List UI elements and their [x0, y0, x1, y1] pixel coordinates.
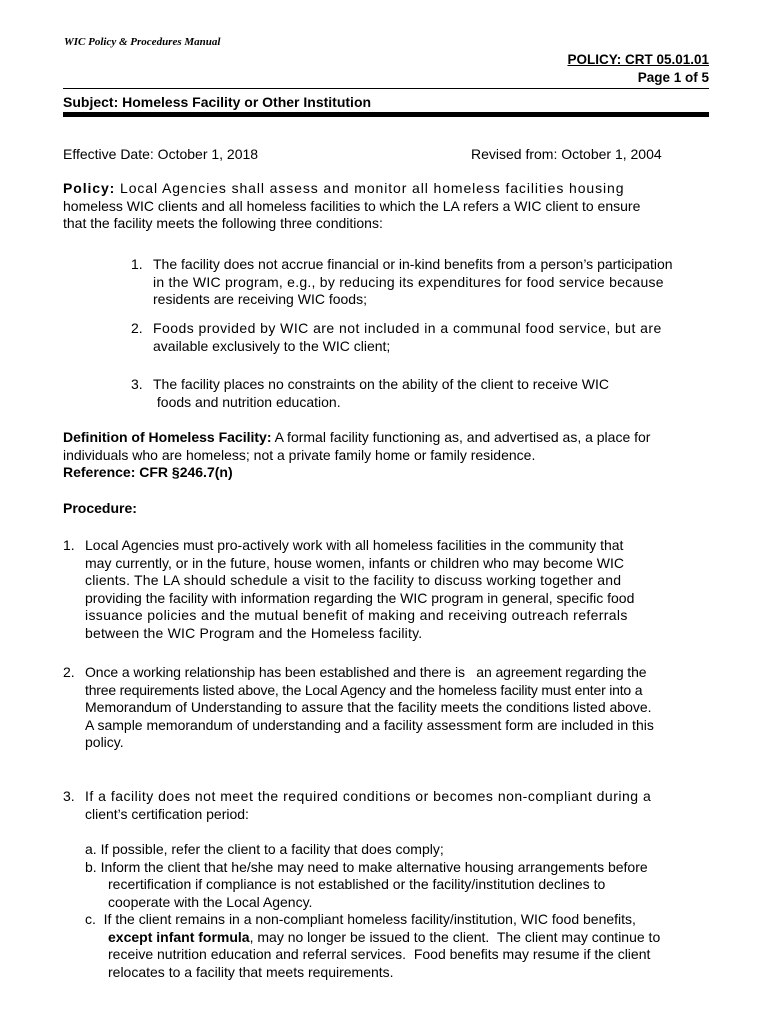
condition-item	[153, 376, 713, 411]
condition-line: The facility places no constraints on the ability of the client to receive WIC	[153, 376, 609, 392]
procedure-item	[85, 788, 725, 823]
sub-item-a: a. If possible, refer the client to a facility that does comply;	[85, 841, 444, 857]
condition-item	[153, 256, 713, 309]
procedure-line: Once a working relationship has been established and there is an agreement regarding the	[85, 664, 647, 680]
condition-line: The facility does not accrue financial or in-kind benefits from a person’s participation	[153, 256, 673, 272]
sub-item-b: b. Inform the client that he/she may need to make alternative housing arrangements before	[85, 858, 648, 875]
condition-line: available exclusively to the WIC client;	[153, 337, 391, 354]
emphasis-text: except infant formula	[108, 928, 250, 945]
sub-item-c-cont: relocates to a facility that meets requirements.	[108, 963, 394, 980]
condition-number: 3.	[131, 376, 143, 392]
page-number: Page 1 of 5	[637, 70, 709, 85]
procedure-heading: Procedure:	[63, 500, 137, 516]
procedure-line: If a facility does not meet the required conditions or becomes non-compliant during a	[85, 788, 652, 804]
procedure-line: three requirements listed above, the Local Agency and the homeless facility must enter into a	[85, 681, 643, 698]
policy-label: Policy:	[63, 180, 116, 196]
policy-statement	[63, 180, 723, 233]
procedure-number: 3.	[63, 788, 75, 804]
sub-item-list	[85, 841, 725, 981]
definition-line-1: A formal facility functioning as, and advertised as, a place for	[271, 429, 651, 445]
policy-line-3: that the facility meets the following three conditions:	[63, 215, 383, 231]
procedure-number: 2.	[63, 664, 75, 680]
revised-date: Revised from: October 1, 2004	[471, 146, 662, 162]
condition-line: foods and nutrition education.	[153, 393, 341, 410]
sub-item-b-cont: cooperate with the Local Agency.	[108, 893, 313, 910]
sub-item-c-cont: , may no longer be issued to the client. The client may continue to	[249, 928, 661, 945]
manual-title: WIC Policy & Procedures Manual	[64, 36, 221, 48]
subject-line: Subject: Homeless Facility or Other Institution	[63, 94, 372, 110]
sub-item-c: c. If the client remains in a non-compliant homeless facility/institution, WIC food benefits,	[85, 911, 636, 927]
procedure-line: Local Agencies must pro-actively work with all homeless facilities in the community that	[85, 537, 624, 553]
definition-block	[63, 429, 723, 482]
definition-label: Definition of Homeless Facility:	[63, 429, 272, 445]
procedure-line: A sample memorandum of understanding and a facility assessment form are included in this	[85, 716, 654, 733]
sub-item-c-cont: receive nutrition education and referral services. Food benefits may resume if the client	[108, 946, 651, 962]
procedure-number: 1.	[63, 537, 75, 553]
procedure-line: may currently, or in the future, house women, infants or children who may become WIC	[85, 554, 624, 571]
condition-line: residents are receiving WIC foods;	[153, 291, 367, 307]
condition-item	[153, 320, 713, 355]
procedure-line: Memorandum of Understanding to assure that the facility meets the conditions listed above.	[85, 699, 652, 715]
reference: Reference: CFR §246.7(n)	[63, 464, 233, 480]
sub-item-b-cont: recertification if compliance is not established or the facility/institution declines to	[108, 876, 606, 892]
condition-number: 2.	[131, 320, 143, 336]
effective-date: Effective Date: October 1, 2018	[63, 146, 259, 162]
subject-divider	[63, 112, 709, 117]
policy-number: POLICY: CRT 05.01.01	[567, 52, 709, 67]
header-divider	[63, 88, 709, 89]
condition-line: in the WIC program, e.g., by reducing its expenditures for food service because	[153, 273, 664, 290]
procedure-item	[85, 664, 725, 752]
procedure-line: client’s certification period:	[85, 805, 249, 822]
condition-number: 1.	[131, 256, 143, 272]
procedure-line: policy.	[85, 734, 124, 750]
procedure-item	[85, 537, 725, 642]
policy-line-2: homeless WIC clients and all homeless facilities to which the LA refers a WIC client to ensure	[63, 197, 641, 214]
policy-line-1: Local Agencies shall assess and monitor all homeless facilities housing	[120, 180, 625, 196]
procedure-line: between the WIC Program and the Homeless facility.	[85, 624, 423, 641]
procedure-line: clients. The LA should schedule a visit to the facility to discuss working together and	[85, 572, 622, 588]
procedure-line: providing the facility with information regarding the WIC program in general, specific food	[85, 589, 635, 606]
definition-line-2: individuals who are homeless; not a private family home or family residence.	[63, 446, 536, 463]
condition-line: Foods provided by WIC are not included in a communal food service, but are	[153, 320, 662, 336]
procedure-line: issuance policies and the mutual benefit of making and receiving outreach referrals	[85, 607, 628, 623]
